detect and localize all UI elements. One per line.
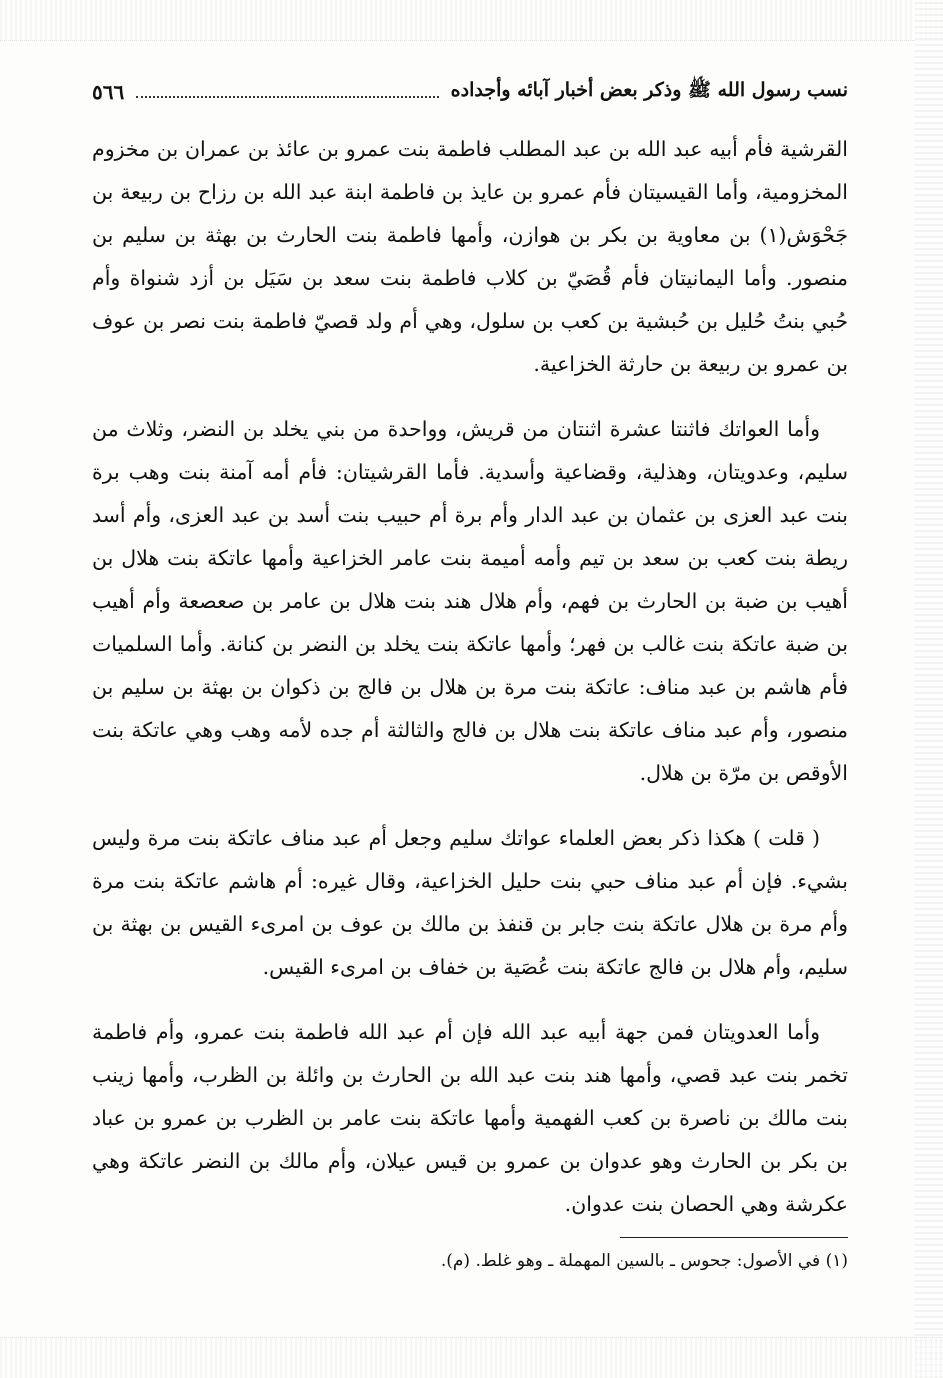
scan-edge-top xyxy=(0,0,943,41)
header-title: نسب رسول الله ﷺ وذكر بعض أخبار آبائه وأجداده xyxy=(450,79,848,101)
scan-edge-right xyxy=(915,0,943,1378)
paragraph: وأما العدويتان فمن جهة أبيه عبد الله فإن أم عبد الله فاطمة بنت عمرو، وأم فاطمة تخمر بنت عبد قصي، وأمها هند بنت عبد الله بن الحارث بن وائلة بن الظرب، وأمها زينب بنت مالك بن ناصرة بن كعب الفهمية وأمها عاتكة بنت عامر بن الظرب بن عمرو بن عباد بن بكر بن الحارث وهو عدوان بن عمرو بن قيس عيلان، وأم مالك بن النضر عاتكة وهي عكرشة وهي الحصان بنت عدوان. xyxy=(92,1020,848,1216)
footnote: (١) في الأصول: جحوس ـ بالسين المهملة ـ وهو غلط. (م). xyxy=(440,1251,848,1271)
page-number: ٥٦٦ xyxy=(92,80,125,104)
paragraph: القرشية فأم أبيه عبد الله بن عبد المطلب فاطمة بنت عمرو بن عائذ بن عمران بن مخزوم المخزومية، وأما القيسيتان فأم عمرو بن عايذ بن فاطمة ابنة عبد الله بن رزاح بن ربيعة بن جَحْوَش(١) بن معاوية بن بكر بن هوازن، وأمها فاطمة بنت الحارث بن بهثة بن سليم بن منصور. وأما اليمانيتان فأم قُصَيّ بن كلاب فاطمة بنت سعد بن سَيَل بن أزد شنواة وأم حُبي بنتُ حُليل بن حُبشية بن كعب بن سلول، وهي أم ولد قصيّ فاطمة بنت نصر بن عوف بن عمرو بن ربيعة بن حارثة الخزاعية. xyxy=(92,137,848,376)
scan-edge-bottom xyxy=(0,1337,943,1378)
footnote-separator xyxy=(620,1237,848,1238)
running-header xyxy=(92,74,848,110)
header-dotted-leader xyxy=(136,96,438,98)
paragraph: ( قلت ) هكذا ذكر بعض العلماء عواتك سليم وجعل أم عبد مناف عاتكة بنت مرة وليس بشيء. فإن أم عبد مناف حبي بنت حليل الخزاعية، وقال غيره: أم هاشم عاتكة بنت مرة وأم مرة بن هلال عاتكة بنت جابر بن قنفذ بن مالك بن عوف بن امرىء القيس بن بهثة بن سليم، وأم هلال بن فالج عاتكة بنت عُصَية بن خفاف بن امرىء القيس. xyxy=(92,826,848,979)
paragraph: وأما العواتك فاثنتا عشرة اثنتان من قريش، وواحدة من بني يخلد بن النضر، وثلاث من سليم، وعدويتان، وهذلية، وقضاعية وأسدية. فأما القرشيتان: فأم أمه آمنة بنت وهب برة بنت عبد العزى بن عثمان بن عبد الدار وأم برة أم حبيب بنت أسد بن عبد العزى، وأم أسد ريطة بنت كعب بن سعد بن تيم وأمه أميمة بنت عامر الخزاعية وأمها عاتكة بنت هلال بن أهيب بن ضبة بن الحارث بن فهم، وأم هلال هند بنت هلال بن عامر بن صعصعة وأم أهيب بن ضبة عاتكة بنت غالب بن فهر؛ وأمها عاتكة بنت يخلد بن النضر بن كنانة. وأما السلميات فأم هاشم بن عبد مناف: عاتكة بنت مرة بن هلال بن فالج بن ذكوان بن بهثة بن سليم بن منصور، وأم عبد مناف عاتكة بنت هلال بن فالج والثالثة أم جده لأمه وهب وهي عاتكة بنت الأوقص بن مرّة بن هلال. xyxy=(92,417,848,785)
main-text xyxy=(92,128,848,1248)
